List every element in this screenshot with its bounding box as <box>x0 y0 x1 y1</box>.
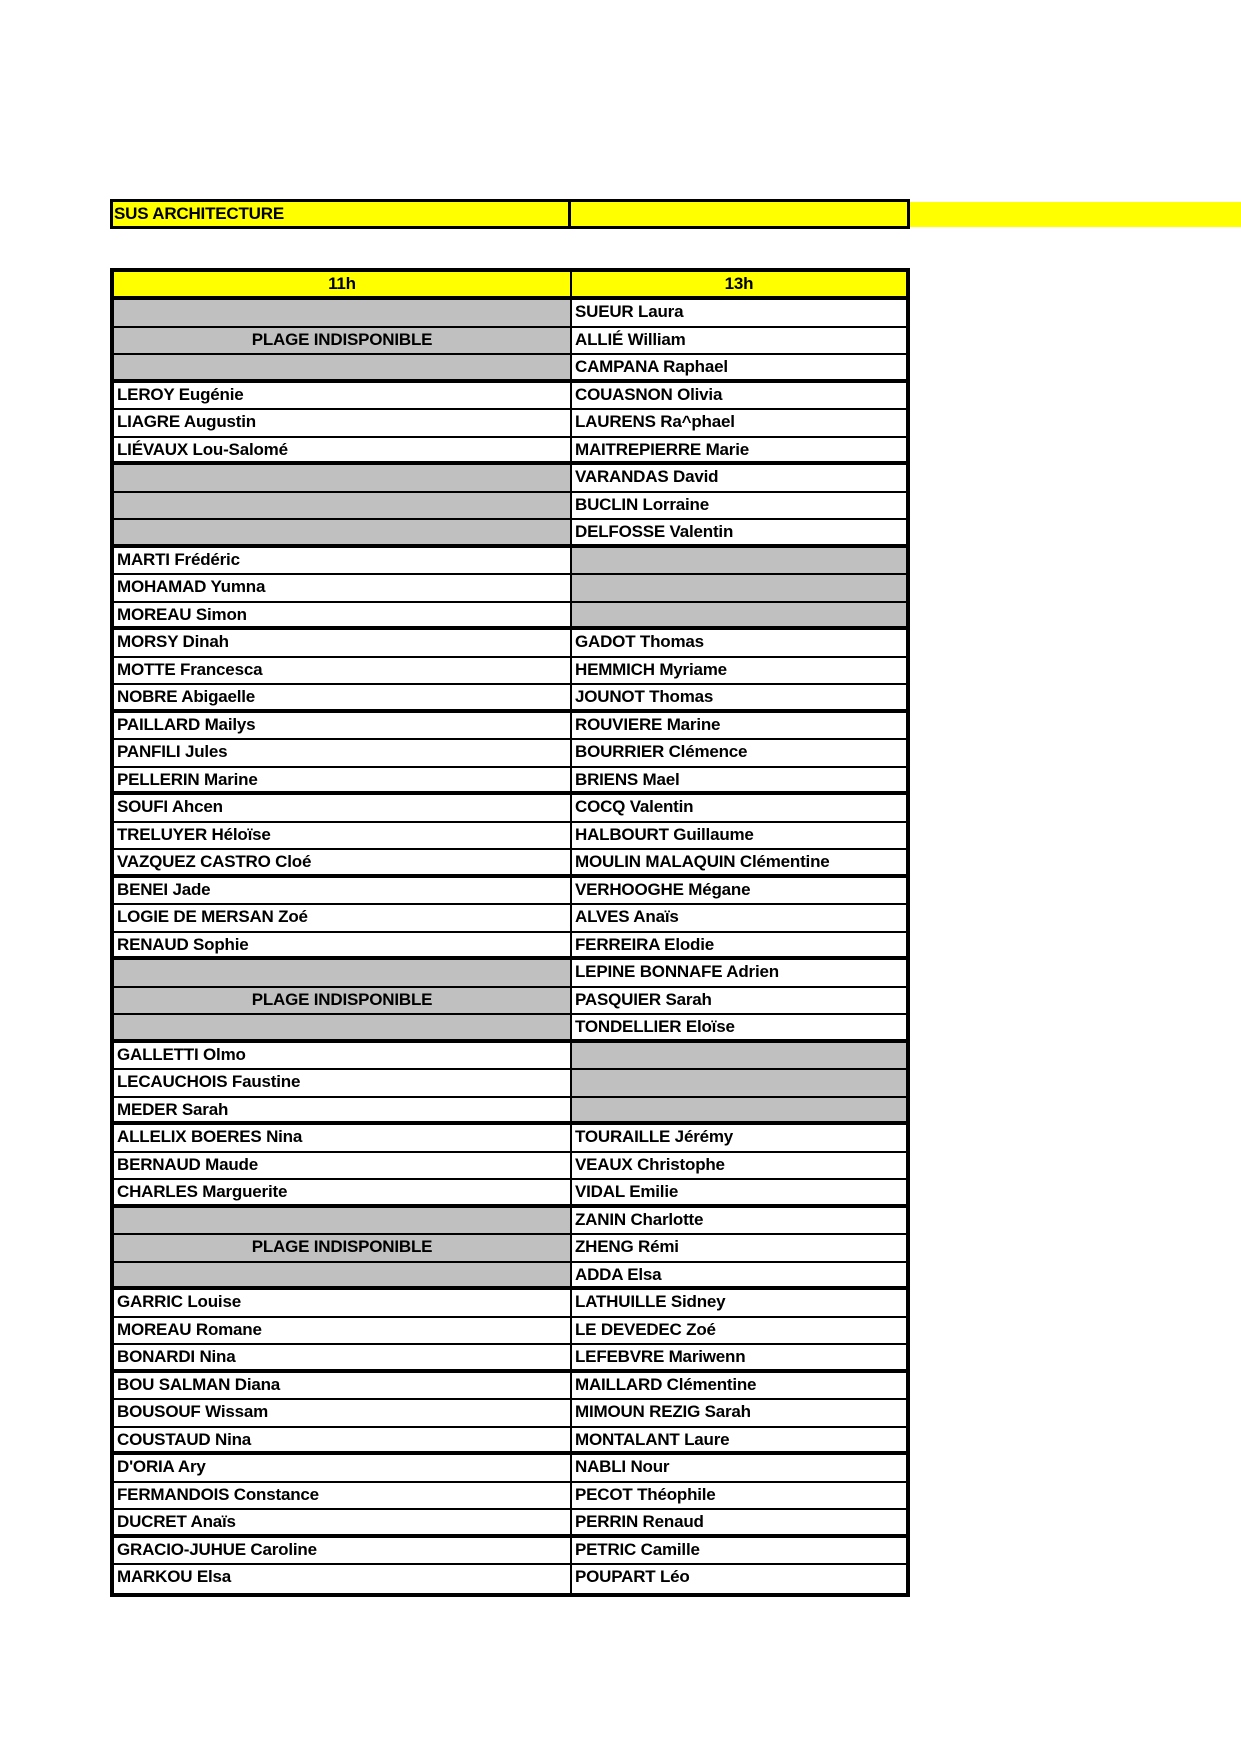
cell-13h: BRIENS Mael <box>575 769 680 789</box>
table-row <box>114 933 906 961</box>
cell-13h: VARANDAS David <box>575 467 719 486</box>
cell-11h: D'ORIA Ary <box>114 1455 572 1481</box>
cell-13h: LAURENS Ra^phael <box>575 412 735 431</box>
cell-11h <box>114 300 572 326</box>
title-cell-label: SUS ARCHITECTURE <box>113 202 571 226</box>
table-row <box>114 878 906 906</box>
table-row <box>114 1483 906 1511</box>
cell-13h: VIDAL Emilie <box>575 1182 679 1201</box>
cell-11h: VAZQUEZ CASTRO Cloé <box>114 850 572 874</box>
cell-11h <box>114 960 572 986</box>
title-bar-yellow-strip <box>910 202 1241 227</box>
cell-11h-unavailable: PLAGE INDISPONIBLE <box>114 328 572 354</box>
cell-13h <box>572 1043 906 1069</box>
cell-13h: MAILLARD Clémentine <box>575 1374 757 1394</box>
cell-11h: MORSY Dinah <box>114 630 572 656</box>
cell-11h: GRACIO-JUHUE Caroline <box>114 1538 572 1564</box>
cell-13h <box>572 575 906 601</box>
cell-13h: MOULIN MALAQUIN Clémentine <box>575 852 830 871</box>
cell-13h: GADOT Thomas <box>575 632 704 651</box>
cell-11h <box>114 1015 572 1039</box>
table-row <box>114 603 906 631</box>
cell-11h: RENAUD Sophie <box>114 933 572 957</box>
cell-13h: MIMOUN REZIG Sarah <box>575 1402 751 1421</box>
cell-13h <box>572 1070 906 1096</box>
cell-11h: GALLETTI Olmo <box>114 1043 572 1069</box>
table-row <box>114 795 906 823</box>
table-row <box>114 1510 906 1538</box>
cell-13h <box>572 603 906 627</box>
table-row <box>114 1180 906 1208</box>
cell-11h: LOGIE DE MERSAN Zoé <box>114 905 572 931</box>
cell-11h: NOBRE Abigaelle <box>114 685 572 709</box>
cell-11h: COUSTAUD Nina <box>114 1428 572 1452</box>
cell-11h: MOTTE Francesca <box>114 658 572 684</box>
table-row <box>114 1428 906 1456</box>
table-row <box>114 1400 906 1428</box>
cell-13h: MAITREPIERRE Marie <box>575 439 749 459</box>
table-row <box>114 713 906 741</box>
cell-11h: SOUFI Ahcen <box>114 795 572 821</box>
table-row <box>114 1290 906 1318</box>
table-row <box>114 630 906 658</box>
cell-13h: ROUVIERE Marine <box>575 714 721 734</box>
table-row <box>114 1345 906 1373</box>
column-header-11h: 11h <box>114 272 572 296</box>
table-row <box>114 383 906 411</box>
cell-13h: TOURAILLE Jérémy <box>575 1127 734 1146</box>
cell-13h: PASQUIER Sarah <box>575 989 712 1009</box>
cell-13h: LEFEBVRE Mariwenn <box>575 1347 746 1366</box>
table-row <box>114 1070 906 1098</box>
cell-11h: MOHAMAD Yumna <box>114 575 572 601</box>
table-row <box>114 1015 906 1043</box>
table-row <box>114 1043 906 1071</box>
cell-13h: BOURRIER Clémence <box>575 742 748 761</box>
table-row <box>114 850 906 878</box>
cell-11h: MEDER Sarah <box>114 1098 572 1122</box>
cell-13h: ADDA Elsa <box>575 1264 662 1284</box>
cell-11h: MARKOU Elsa <box>114 1565 572 1593</box>
column-header-13h: 13h <box>572 272 906 296</box>
cell-13h: COUASNON Olivia <box>575 384 723 404</box>
cell-11h: BOU SALMAN Diana <box>114 1373 572 1399</box>
cell-13h: ZANIN Charlotte <box>575 1209 704 1229</box>
schedule-header-row <box>114 272 906 300</box>
cell-11h: CHARLES Marguerite <box>114 1180 572 1204</box>
cell-13h: LEPINE BONNAFE Adrien <box>575 962 779 981</box>
cell-13h: CAMPANA Raphael <box>575 357 728 376</box>
cell-13h: JOUNOT Thomas <box>575 687 714 706</box>
table-row <box>114 658 906 686</box>
cell-11h-unavailable: PLAGE INDISPONIBLE <box>114 1235 572 1261</box>
cell-13h <box>572 1098 906 1122</box>
table-row <box>114 1565 906 1593</box>
table-row <box>114 493 906 521</box>
table-row <box>114 575 906 603</box>
cell-11h: DUCRET Anaïs <box>114 1510 572 1534</box>
cell-13h: FERREIRA Elodie <box>575 934 714 954</box>
cell-11h: BENEI Jade <box>114 878 572 904</box>
table-row <box>114 1263 906 1291</box>
table-row <box>114 960 906 988</box>
table-row <box>114 1318 906 1346</box>
cell-11h: PAILLARD Mailys <box>114 713 572 739</box>
table-row <box>114 685 906 713</box>
cell-11h: LIAGRE Augustin <box>114 410 572 436</box>
cell-11h: ALLELIX BOERES Nina <box>114 1125 572 1151</box>
table-row <box>114 1373 906 1401</box>
cell-13h: VEAUX Christophe <box>575 1154 725 1174</box>
cell-11h: LEROY Eugénie <box>114 383 572 409</box>
table-row <box>114 768 906 796</box>
cell-13h: LE DEVEDEC Zoé <box>575 1319 716 1339</box>
table-row <box>114 1235 906 1263</box>
cell-13h: PETRIC Camille <box>575 1539 700 1559</box>
table-row <box>114 438 906 466</box>
cell-13h: MONTALANT Laure <box>575 1429 730 1449</box>
table-row <box>114 410 906 438</box>
cell-11h: FERMANDOIS Constance <box>114 1483 572 1509</box>
cell-11h: MARTI Frédéric <box>114 548 572 574</box>
table-row <box>114 1208 906 1236</box>
table-row <box>114 465 906 493</box>
cell-11h: BONARDI Nina <box>114 1345 572 1369</box>
cell-11h: BOUSOUF Wissam <box>114 1400 572 1426</box>
table-row <box>114 1125 906 1153</box>
cell-13h: BUCLIN Lorraine <box>575 494 709 514</box>
cell-11h <box>114 1208 572 1234</box>
cell-13h: PERRIN Renaud <box>575 1512 704 1531</box>
cell-11h <box>114 465 572 491</box>
schedule-table <box>110 268 910 1597</box>
table-row <box>114 823 906 851</box>
table-row <box>114 1098 906 1126</box>
cell-11h: PELLERIN Marine <box>114 768 572 792</box>
cell-11h <box>114 493 572 519</box>
cell-13h: ALLIÉ William <box>575 329 686 349</box>
schedule-table-body <box>114 300 906 1593</box>
table-row <box>114 740 906 768</box>
table-row <box>114 1538 906 1566</box>
cell-11h: PANFILI Jules <box>114 740 572 766</box>
cell-13h: POUPART Léo <box>575 1567 690 1586</box>
cell-13h: HEMMICH Myriame <box>575 659 727 679</box>
cell-11h: MOREAU Simon <box>114 603 572 627</box>
cell-11h: LECAUCHOIS Faustine <box>114 1070 572 1096</box>
title-bar <box>110 199 910 229</box>
cell-13h: ZHENG Rémi <box>575 1237 679 1256</box>
cell-13h: HALBOURT Guillaume <box>575 824 754 844</box>
cell-11h <box>114 1263 572 1287</box>
cell-11h: LIÉVAUX Lou-Salomé <box>114 438 572 462</box>
table-row <box>114 988 906 1016</box>
cell-11h <box>114 355 572 379</box>
table-row <box>114 300 906 328</box>
title-cell-empty <box>571 202 907 226</box>
cell-13h: NABLI Nour <box>575 1457 670 1476</box>
cell-11h: GARRIC Louise <box>114 1290 572 1316</box>
cell-13h: LATHUILLE Sidney <box>575 1292 726 1311</box>
cell-11h-unavailable: PLAGE INDISPONIBLE <box>114 988 572 1014</box>
cell-13h: PECOT Théophile <box>575 1484 716 1504</box>
cell-11h: TRELUYER Héloïse <box>114 823 572 849</box>
cell-13h: ALVES Anaïs <box>575 907 679 926</box>
table-row <box>114 1153 906 1181</box>
cell-13h: VERHOOGHE Mégane <box>575 879 751 899</box>
cell-13h: SUEUR Laura <box>575 302 684 321</box>
cell-11h <box>114 520 572 544</box>
table-row <box>114 1455 906 1483</box>
table-row <box>114 905 906 933</box>
cell-13h: COCQ Valentin <box>575 797 694 816</box>
cell-11h: BERNAUD Maude <box>114 1153 572 1179</box>
table-row <box>114 328 906 356</box>
cell-13h <box>572 548 906 574</box>
cell-13h: TONDELLIER Eloïse <box>575 1017 735 1036</box>
table-row <box>114 548 906 576</box>
cell-13h: DELFOSSE Valentin <box>575 522 734 541</box>
table-row <box>114 520 906 548</box>
cell-11h: MOREAU Romane <box>114 1318 572 1344</box>
table-row <box>114 355 906 383</box>
